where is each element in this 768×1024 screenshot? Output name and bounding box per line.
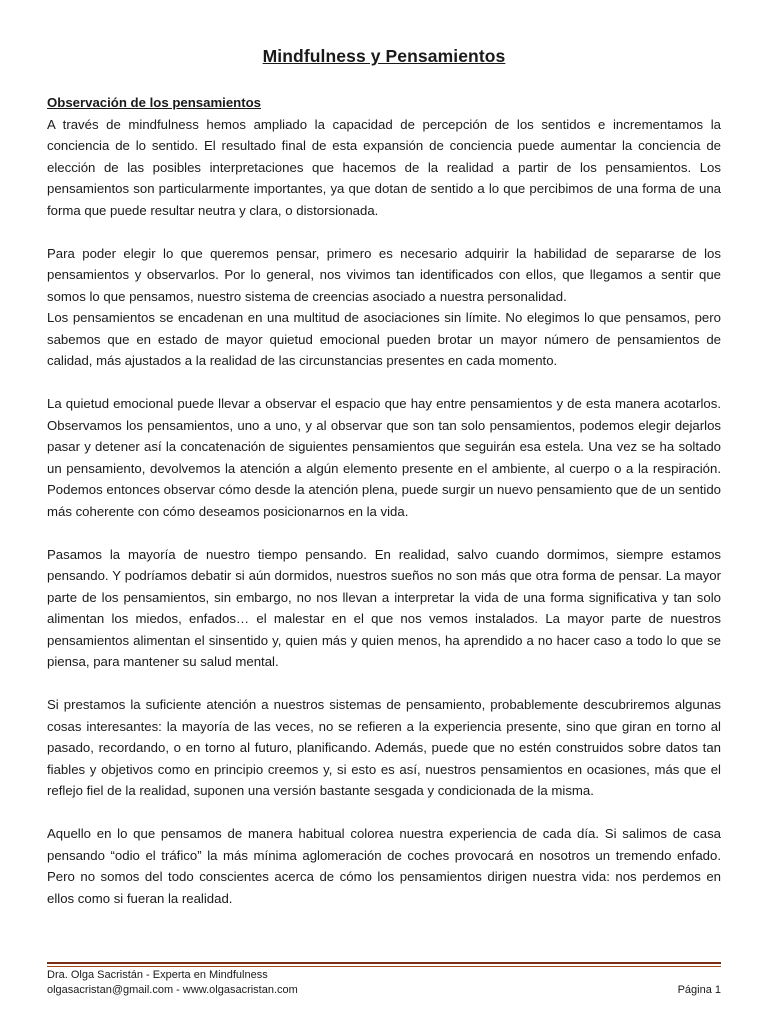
page-number: Página 1 — [677, 984, 721, 996]
paragraph-5: Pasamos la mayoría de nuestro tiempo pensando. En realidad, salvo cuando dormimos, siempre estamos pensando. Y podríamos debatir si aún dormidos, nuestros sueños no son más que otra forma de pensar. La mayor parte de los pensamientos, sin embargo, no nos llevan a interpretar la vida de una forma significativa y tan solo alimentan los miedos, enfados… el malestar en el que nos vemos instalados. La mayor parte de nuestros pensamientos alimentan el sinsentido y, quien más y quien menos, ha aprendido a no hacer caso a todo lo que se piensa, para mantener su salud mental. — [47, 546, 721, 669]
paragraph-1: A través de mindfulness hemos ampliado la capacidad de percepción de los sentidos e incrementamos la conciencia de lo sentido. El resultado final de esta expansión de conciencia puede aumentar la conciencia de elección de las posibles interpretaciones que hacemos de la realidad a partir de los pensamientos. Los pensamientos son particularmente importantes, ya que dotan de sentido a lo que percibimos de una forma de una forma que puede resultar neutra y clara, o distorsionada. — [47, 116, 721, 218]
footer-divider-thin — [47, 966, 721, 967]
paragraph-6: Si prestamos la suficiente atención a nuestros sistemas de pensamiento, probablemente descubriremos algunas cosas interesantes: la mayoría de las veces, no se refieren a la experiencia presente, sino que giran en torno al pasado, recordando, o en torno al futuro, planificando. Además, puede que no estén construidos sobre datos tan fiables y objetivos como en principio creemos y, si esto es así, nuestros pensamientos en ocasiones, más que el reflejo fiel de la realidad, suponen una versión bastante sesgada y condicionada de la misma. — [47, 697, 721, 798]
page-footer — [47, 968, 721, 998]
footer-author-line: Dra. Olga Sacristán - Experta en Mindfulness — [47, 969, 268, 981]
paragraph-2: Para poder elegir lo que queremos pensar, primero es necesario adquirir la habilidad de separarse de los pensamientos y observarlos. Por lo general, nos vivimos tan identificados con ellos, que llegamos a sentir que somos lo que pensamos, nuestro sistema de creencias asociado a nuestra personalidad. — [47, 245, 721, 304]
footer-contact-line: olgasacristan@gmail.com - www.olgasacristan.com — [47, 984, 298, 996]
paragraph-3: Los pensamientos se encadenan en una multitud de asociaciones sin límite. No elegimos lo que pensamos, pero sabemos que en estado de mayor quietud emocional pueden brotar un mayor número de pensamientos de calidad, más ajustados a la realidad de las circunstancias presentes en cada momento. — [47, 310, 721, 368]
paragraph-4: La quietud emocional puede llevar a observar el espacio que hay entre pensamientos y de esta manera acotarlos. Observamos los pensamientos, uno a uno, y al observar que son tan solo pensamientos, podemos elegir dejarlos pasar y detener así la concatenación de siguientes pensamientos que seguirán esa estela. Una vez se ha soltado un pensamiento, devolvemos la atención a algún elemento presente en el ambiente, al cuerpo o a la respiración. Podemos entonces observar cómo desde la atención plena, puede surgir un nuevo pensamiento que de un sentido más coherente con cómo deseamos posicionarnos en la vida. — [47, 396, 721, 519]
document-body — [47, 92, 721, 909]
footer-divider — [47, 962, 721, 964]
section-heading: Observación de los pensamientos — [47, 95, 262, 110]
document-title: Mindfulness y Pensamientos — [262, 46, 506, 66]
footer-author — [47, 968, 298, 998]
paragraph-7: Aquello en lo que pensamos de manera habitual colorea nuestra experiencia de cada día. Si salimos de casa pensando “odio el tráfico” la más mínima aglomeración de coches provocará en nosotros un tremendo enfado. Pero no somos del todo conscientes acerca de cómo los pensamientos dirigen nuestra vida: nos perdemos en ellos como si fueran la realidad. — [47, 826, 721, 906]
